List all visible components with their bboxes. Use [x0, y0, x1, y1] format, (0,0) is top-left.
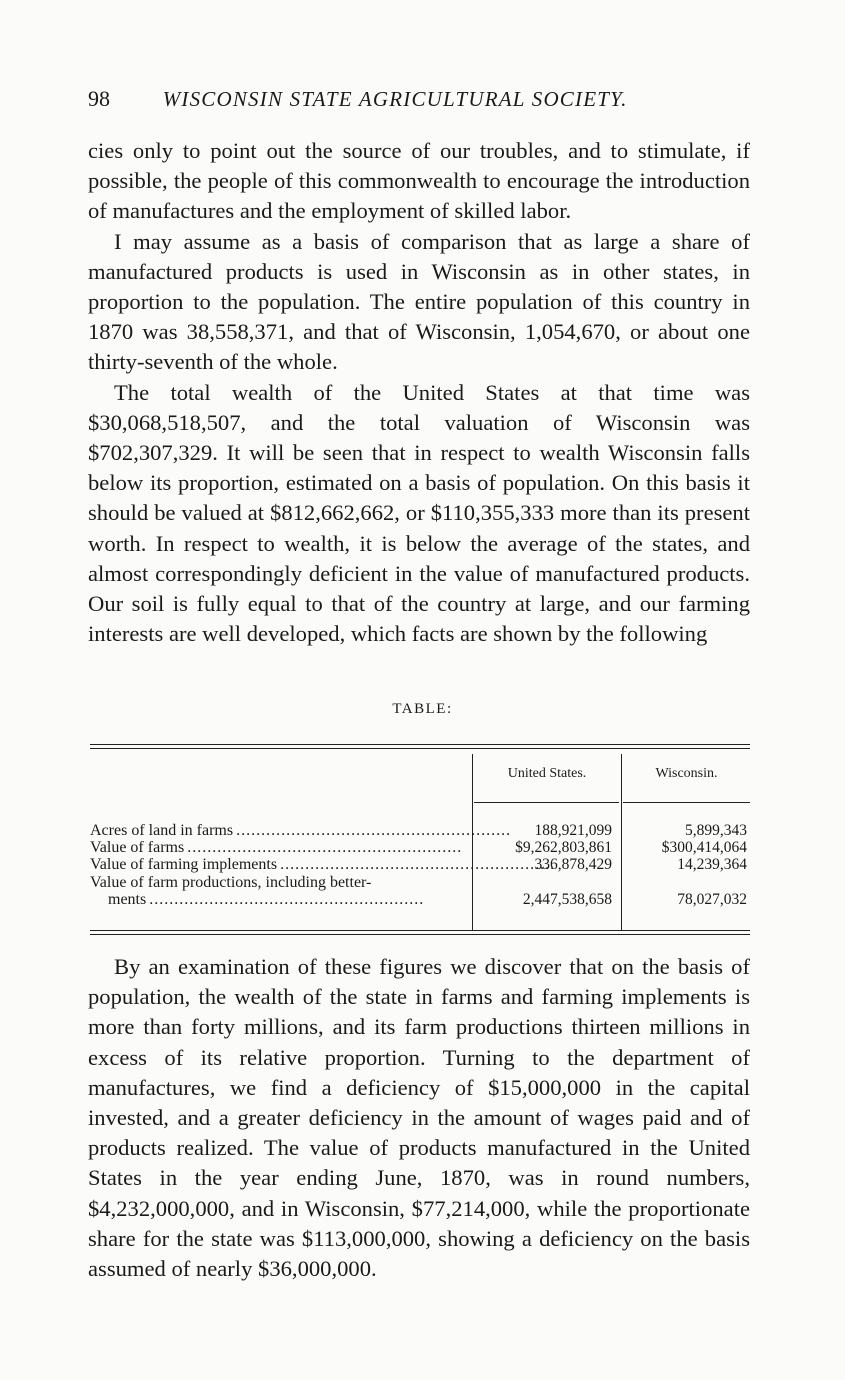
column-header-rule — [623, 802, 750, 803]
cell-wi: 5,899,343 — [685, 822, 747, 839]
page-number: 98 — [88, 86, 110, 111]
running-header — [88, 84, 748, 114]
table-top-rule — [90, 744, 750, 745]
paragraph: I may assume as a basis of comparison that as large a share of manufactured products is used in Wisconsin as in other states, in proportion to the population. The entire population of this country in 1870 was 38,558,371, and that of Wisconsin, 1,054,670, or about one thirty-seventh of the whole. — [88, 228, 750, 375]
cell-wi: 78,027,032 — [677, 891, 747, 908]
table-bottom-rule — [90, 930, 750, 931]
farm-statistics-table — [90, 746, 750, 930]
row-label-continuation: ments ....................................................... — [108, 891, 425, 908]
row-label: Value of farm productions, including better- — [90, 874, 468, 891]
column-header-wisconsin: Wisconsin. — [655, 766, 718, 781]
paragraph: The total wealth of the United States at that time was $30,068,518,507, and the total valuation of Wisconsin was $702,307,329. It will be seen that in respect to wealth Wisconsin falls below its proportion, estimated on a basis of population. On this basis it should be valued at $812,662,662, or $110,355,333 more than its present worth. In respect to wealth, it is below the average of the states, and almost correspondingly deficient in the value of manufactured products. Our soil is fully equal to that of the country at large, and our farming interests are well developed, which facts are shown by the following — [88, 379, 750, 647]
cell-wi: $300,414,064 — [661, 839, 747, 856]
table-caption: TABLE: — [392, 701, 453, 717]
paragraph: cies only to point out the source of our troubles, and to stimulate, if possible, the people of this commonwealth to encourage the introduction of manufactures and the employment of skilled labor. — [88, 138, 750, 224]
cell-us: 188,921,099 — [534, 822, 612, 839]
column-divider — [472, 754, 473, 930]
cell-us: 336,878,429 — [534, 856, 612, 873]
cell-us: 2,447,538,658 — [522, 891, 612, 908]
cell-us: $9,262,803,861 — [515, 839, 612, 856]
row-label: Value of farms ....................................................... — [90, 839, 463, 856]
table-bottom-rule — [90, 934, 750, 935]
paragraph: By an examination of these figures we discover that on the basis of population, the wealth of the state in farms and farming implements is more than forty millions, and its farm productions thirteen millions in excess of its relative proportion. Turning to the department of manufactures, we find a deficiency of $15,000,000 in the capital invested, and a greater deficiency in the amount of wages paid and of products realized. The value of products manufactured in the United States in the year ending June, 1870, was in round numbers, $4,232,000,000, and in Wisconsin, $77,214,000, while the proportionate share for the state was $113,000,000, showing a deficiency on the basis assumed of nearly $36,000,000. — [88, 954, 750, 1282]
column-header-united-states: United States. — [507, 766, 587, 781]
row-label: Acres of land in farms ....................................................... — [90, 822, 512, 839]
column-header-rule — [474, 802, 619, 803]
text-block-after-table — [88, 952, 750, 1284]
running-title: WISCONSIN STATE AGRICULTURAL SOCIETY. — [162, 87, 628, 111]
row-label: Value of farming implements ....................................................... — [90, 856, 556, 873]
cell-wi: 14,239,364 — [677, 856, 747, 873]
text-block-before-table — [88, 136, 750, 649]
column-divider — [621, 754, 622, 930]
